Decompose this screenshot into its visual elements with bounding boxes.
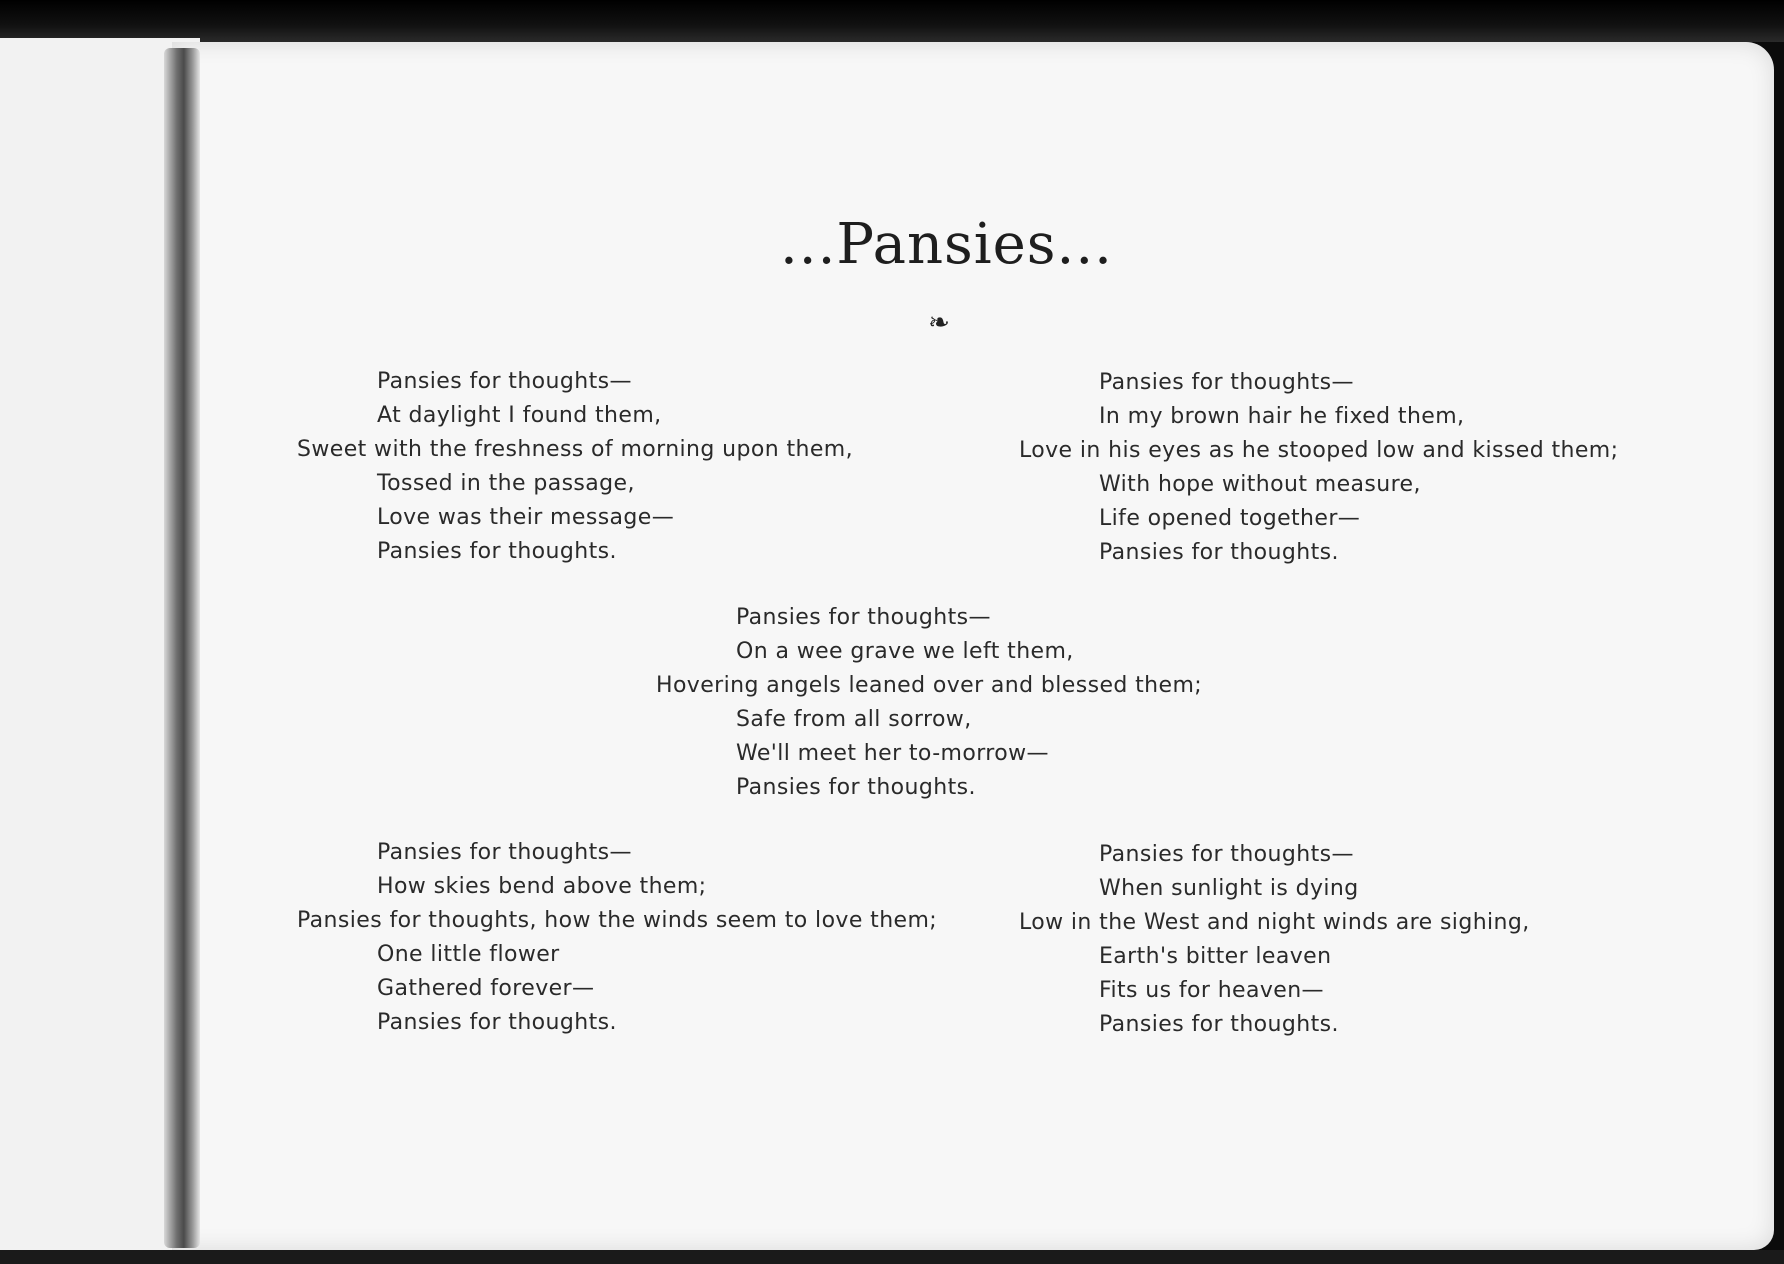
stanza-line: Pansies for thoughts— [377,840,632,865]
stanza-line: We'll meet her to-morrow— [736,741,1049,766]
stanza-line: Pansies for thoughts— [1099,370,1354,395]
stanza-line: Pansies for thoughts— [736,605,991,630]
stanza-line: Sweet with the freshness of morning upon them, [297,437,853,462]
stanza-line: Love in his eyes as he stooped low and kissed them; [1019,438,1619,463]
stanza-3 [656,601,1202,805]
stanza-line: Pansies for thoughts. [1099,1012,1339,1037]
scan-bottom-edge [0,1250,1784,1264]
stanza-line: Pansies for thoughts. [736,775,976,800]
stanza-line: Earth's bitter leaven [1099,944,1332,969]
stanza-line: Pansies for thoughts. [377,1010,617,1035]
stanza-line: When sunlight is dying [1099,876,1359,901]
stanza-line: Love was their message— [377,505,675,530]
stanza-line: Pansies for thoughts. [377,539,617,564]
stanza-line: With hope without measure, [1099,472,1421,497]
scan-top-edge [0,0,1784,42]
stanza-line: At daylight I found them, [377,403,662,428]
stanza-1 [297,365,853,569]
stanza-line: Fits us for heaven— [1099,978,1324,1003]
stanza-line: How skies bend above them; [377,874,707,899]
fleuron-ornament-icon: ❧ [928,308,950,338]
book-binding [164,48,200,1248]
stanza-line: Pansies for thoughts. [1099,540,1339,565]
poem-title: ...Pansies... [780,212,1113,277]
stanza-line: Pansies for thoughts— [1099,842,1354,867]
stanza-4 [297,836,937,1040]
stanza-line: On a wee grave we left them, [736,639,1074,664]
stanza-line: Pansies for thoughts, how the winds seem to love them; [297,908,938,933]
stanza-line: Tossed in the passage, [377,471,635,496]
stanza-line: In my brown hair he fixed them, [1099,404,1465,429]
stanza-line: Pansies for thoughts— [377,369,632,394]
stanza-line: Safe from all sorrow, [736,707,972,732]
stanza-line: One little flower [377,942,560,967]
stanza-line: Low in the West and night winds are sighing, [1019,910,1530,935]
stanza-line: Life opened together— [1099,506,1361,531]
stanza-5 [1019,838,1530,1042]
stanza-line: Hovering angels leaned over and blessed them; [656,673,1203,698]
stanza-2 [1019,366,1618,570]
stanza-line: Gathered forever— [377,976,595,1001]
